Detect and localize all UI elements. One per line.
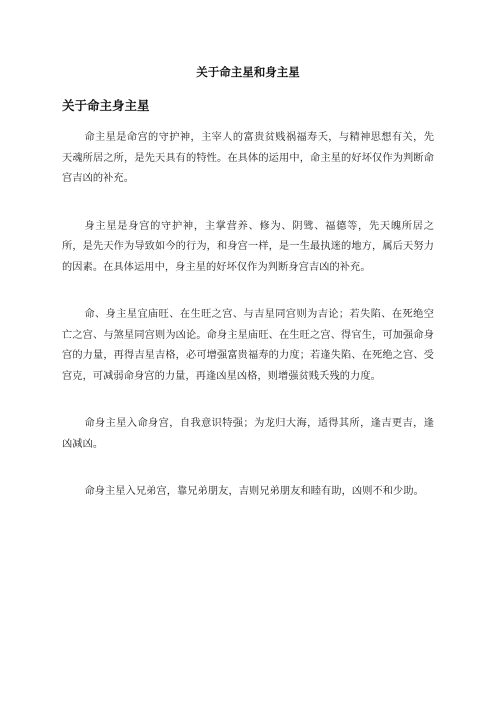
paragraph-xiong-di-gong: 命身主星入兄弟宫，靠兄弟朋友，吉则兄弟朋友和睦有助，凶则不和少助。: [84, 486, 424, 497]
paragraph-ji-xiong-rules: 命、身主星宜庙旺、在生旺之宫、与吉星同宫则为吉论；若失陷、在死绝空亡之宫、与煞星同宫则为凶论。命身主星庙旺、在生旺之宫、得官生，可加强命身宫的力量，再得吉星吉格，必可增强富贵福寿的力度；若逢失陷、在死绝之宫、受宫克，可减弱命身宫的力量，再逢凶星凶格，则增强贫贱夭残的力度。: [62, 309, 434, 382]
paragraph-ming-shen-gong: 命身主星入命身宫，自我意识特强；为龙归大海，适得其所，逢吉更吉，逢凶减凶。: [62, 418, 434, 450]
paragraph-ming-zhu-xing: 命主星是命宫的守护神，主宰人的富贵贫贱祸福寿夭，与精神思想有关，先天魂所居之所，是先天具有的特性。在具体的运用中，命主星的好坏仅作为判断命宫吉凶的补充。: [62, 132, 434, 184]
section-heading: 关于命主身主星: [62, 98, 150, 113]
document-title: 关于命主星和身主星: [196, 65, 300, 79]
paragraph-shen-zhu-xing: 身主星是身宫的守护神，主掌营养、修为、阴骘、福德等，先天魄所居之所，是先天作为导致如今的行为，和身宫一样，是一生最执迷的地方，属后天努力的因素。在具体运用中，身主星的好坏仅作为判断身宫吉凶的补充。: [62, 220, 434, 273]
